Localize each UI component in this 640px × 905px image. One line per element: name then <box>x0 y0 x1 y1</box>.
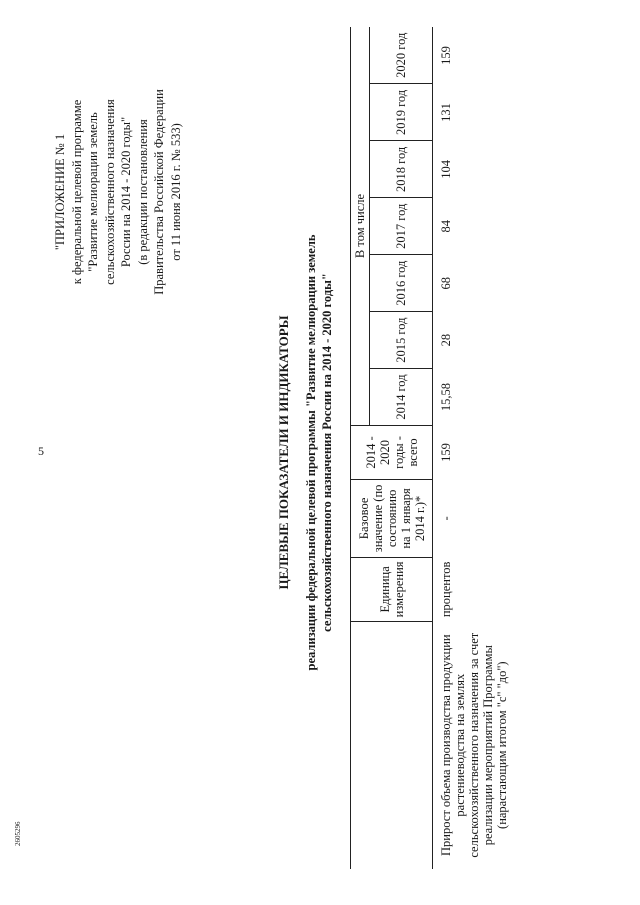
header-year: 2015 год <box>370 312 433 369</box>
indicator-base: - <box>439 516 453 521</box>
indicator-value: 84 <box>439 220 453 233</box>
table-row <box>433 27 512 869</box>
appendix-line: "Развитие мелиорации земель <box>86 112 100 272</box>
appendix-line: Правительства Российской Федерации <box>152 89 166 295</box>
header-row-1 <box>351 27 370 869</box>
document-subtitle-line1: реализации федеральной целевой программы "Развитие мелиорации земель <box>304 234 318 671</box>
indicator-name: Прирост объема производства продукции растениеводства на землях сельскохозяйственного назначения за счет реализации мероприятий Программы (нарастающим итогом "с" "до") <box>439 632 509 858</box>
header-year: 2018 год <box>370 141 433 198</box>
indicator-value: 68 <box>439 276 453 290</box>
appendix-line: России на 2014 - 2020 годы" <box>119 116 133 268</box>
indicators-table <box>350 27 511 869</box>
appendix-line: к федеральной целевой программе <box>69 99 84 285</box>
header-unit: Единица измерения <box>351 557 433 621</box>
document-id: 2605296 <box>14 821 22 846</box>
page-number: 5 <box>38 444 44 458</box>
header-year: 2016 год <box>370 255 433 312</box>
header-total: 2014 - 2020 годы - всего <box>351 426 433 480</box>
appendix-line: (в редакции постановления <box>135 119 150 265</box>
header-year: 2017 год <box>370 198 433 255</box>
indicator-value: 28 <box>439 333 453 347</box>
header-year: 2014 год <box>370 369 433 426</box>
header-indicator-name <box>351 621 433 869</box>
document-subtitle-line2: сельскохозяйственного назначения России на 2014 - 2020 годы" <box>320 273 334 632</box>
appendix-line: сельскохозяйственного назначения <box>102 99 117 285</box>
indicator-value: 104 <box>439 159 453 179</box>
header-base-value: Базовое значение (по состоянию на 1 января 2014 г.)* <box>351 479 433 557</box>
header-year: 2019 год <box>370 84 433 141</box>
indicator-value: 159 <box>439 46 453 65</box>
title-block <box>275 0 335 905</box>
appendix-line: "ПРИЛОЖЕНИЕ № 1 <box>53 133 67 251</box>
indicator-unit: процентов <box>439 561 453 618</box>
appendix-line: от 11 июня 2016 г. № 533) <box>168 123 183 261</box>
document-title: ЦЕЛЕВЫЕ ПОКАЗАТЕЛИ И ИНДИКАТОРЫ <box>276 315 291 590</box>
indicator-value: 15,58 <box>439 382 453 412</box>
indicator-value: 131 <box>439 103 453 122</box>
appendix-block <box>52 32 184 352</box>
indicator-total: 159 <box>439 443 453 462</box>
header-year: 2020 год <box>370 27 433 84</box>
header-including: В том числе <box>351 27 370 426</box>
